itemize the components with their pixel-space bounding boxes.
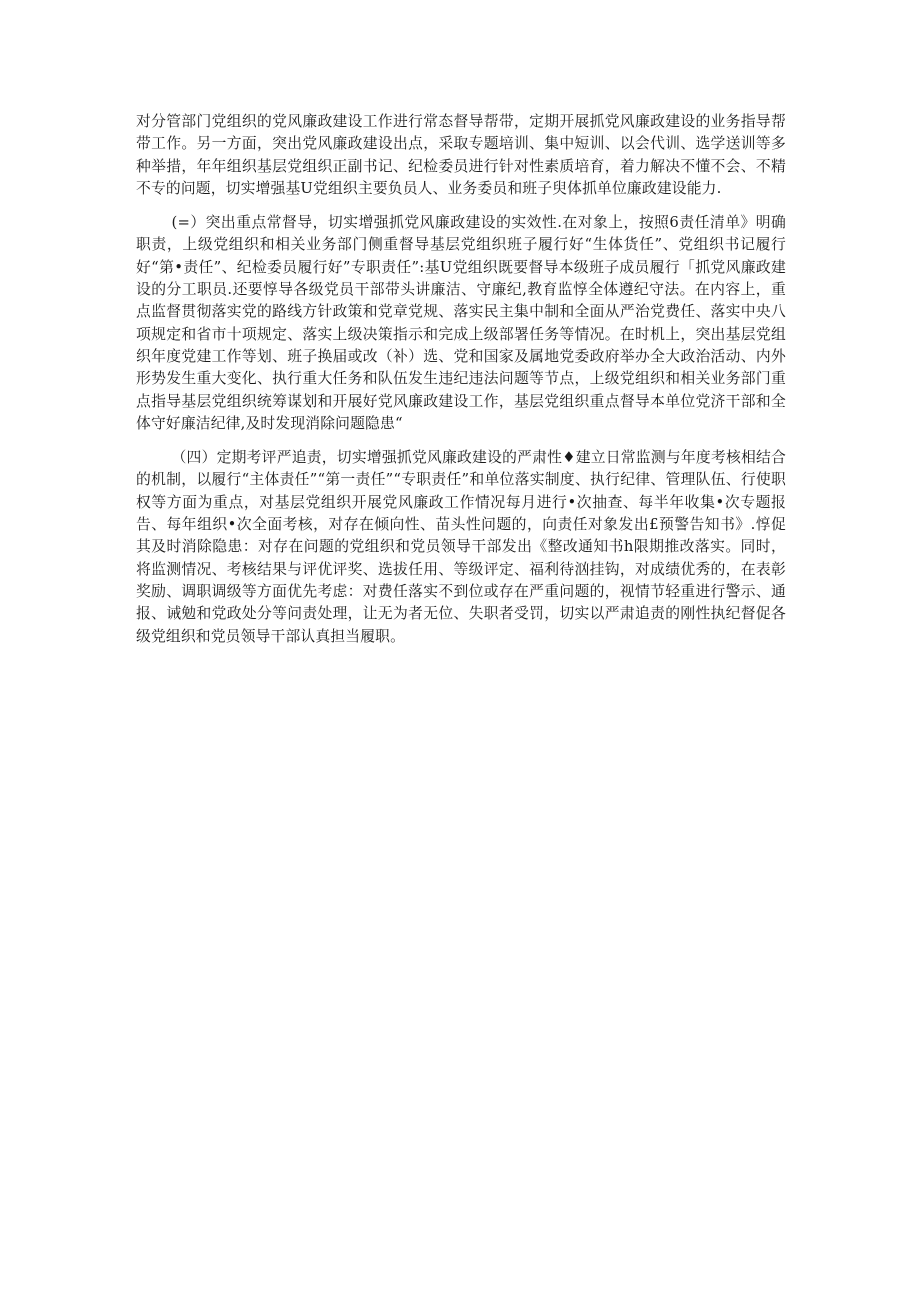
paragraph-continuation: 对分管部门党组织的党风廉政建设工作进行常态督导帮带，定期开展抓党风廉政建设的业务指导帮带工作。另一方面，突出党风廉政建设出点，采取专题培训、集中短训、以会代训、选学送训等多种举措，年年组织基层党组织正副书记、纪检委员进行针对性素质培育，着力解决不懂不会、不精不专的问题，切实增强基U党组织主要负员人、业务委员和班子臾体抓单位廉政建设能力. — [136, 113, 786, 197]
paragraph-section-three: (=）突出重点常督导，切实增强抓党风廉政建设的实效性.在对象上，按照6责任清单》明确职责，上级党组织和相关业务部门侧重督导基层党组织班子履行好“生体货任”、党组织书记履行好“第•责任”、纪检委员履行好”专职责任”:基U党组织既要督导本级班子成员履行「抓党风廉政建设的分工职员.还要惇导各级党员干部带头讲廉洁、守廉纪,教育监惇全体遵纪守法。在内容上，重点监督贯彻落实党的路线方针政策和党章党规、落实民主集中制和全面从严治党费任、落实中央八项规定和省市十项规定、落实上级决策指示和完成上级部署任务等情况。在时机上，突出基层党组织年度党建工作等划、班子换届或改（补）选、党和国家及属地党委政府举办全大政治活动、内外形势发生重大变化、执行重大任务和队伍发生违纪违法问题等节点，上级党组织和相关业务部门重点指导基层党组织统筹谋划和开展好党风廉政建设工作，基层党组织重点督导本单位党济干部和全体守好廉洁纪律,及时发现消除问题隐患“ — [136, 214, 786, 432]
document-body — [136, 111, 786, 660]
paragraph-section-four: （四）定期考评严追责，切实增强抓党风廉政建设的严肃性♦建立日常监测与年度考核相结合的机制，以履行“主体责任”“第一责任”“专职责任”和单位落实制度、执行纪律、管理队伍、行使职权等方面为重点，对基层党组织开展党风廉政工作情况每月进行•次抽查、每半年收集•次专题报告、每年组织•次全面考核，对存在倾向性、苗头性问题的，向责任对象发出£预警告知书》.惇促其及时消除隐患：对存在问题的党组织和党员领导干部发出《整改通知书h限期推改落实。同时，将监测情况、考核结果与评优评奖、选拔任用、等级评定、福利待汹挂钩，对成绩优秀的，在表彰奖励、调职调级等方面优先考虑：对费任落实不到位或存在严重问题的，视情节轻重进行警示、通报、诫勉和党政处分等问责处理，让无为者无位、失职者受罚，切实以严肃追责的刚性执纪督促各级党组织和党员领导干部认真担当履职。 — [136, 449, 786, 645]
